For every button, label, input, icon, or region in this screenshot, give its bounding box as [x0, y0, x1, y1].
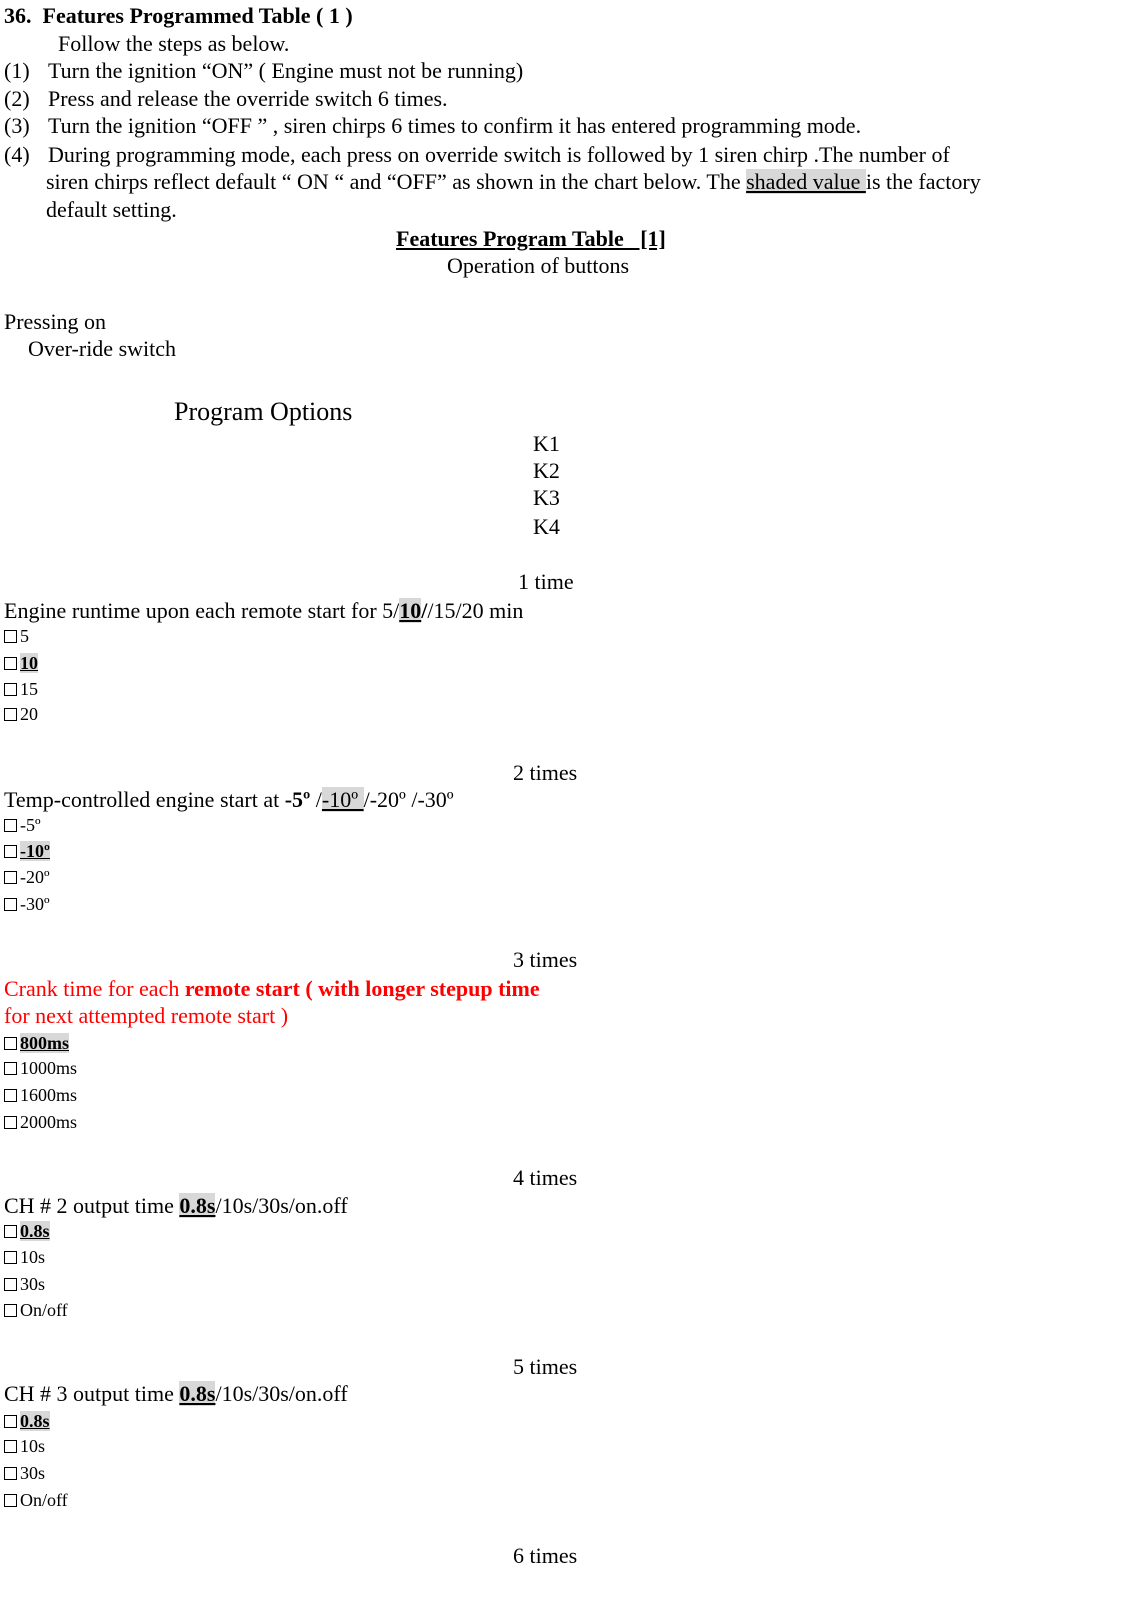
option-checkbox[interactable] [4, 1489, 68, 1511]
checkbox-icon[interactable] [4, 1116, 17, 1129]
option-label-default: 0.8s [20, 1411, 50, 1431]
option-label-default: 0.8s [20, 1221, 50, 1241]
option-description [4, 1380, 348, 1408]
step-number: (4) [4, 142, 30, 167]
checkbox-icon[interactable] [4, 1278, 17, 1291]
step-2 [4, 85, 448, 113]
option-label: -20º [20, 867, 50, 887]
option-checkbox[interactable] [4, 1032, 69, 1054]
option-label: 30s [20, 1463, 46, 1483]
intro-text: Follow the steps as below. [58, 31, 290, 56]
option-label: 1000ms [20, 1058, 78, 1078]
default-value: -10º [321, 787, 364, 812]
option-checkbox[interactable] [4, 1299, 68, 1321]
checkbox-icon[interactable] [4, 845, 17, 858]
step-4-line-3: default setting. [46, 197, 177, 222]
option-label: -5º [20, 815, 41, 835]
shaded-value-sample: shaded value [746, 169, 866, 194]
button-k1-header: K1 [533, 431, 560, 456]
checkbox-icon[interactable] [4, 1304, 17, 1317]
checkbox-icon[interactable] [4, 898, 17, 911]
option-checkbox[interactable] [4, 1057, 77, 1079]
default-value: 0.8s [179, 1381, 216, 1406]
option-description [4, 1192, 348, 1220]
description-text: /-20º /-30º [363, 787, 454, 812]
checkbox-icon[interactable] [4, 657, 17, 670]
option-label: 5 [20, 626, 29, 646]
step-4-line-2 [46, 168, 981, 196]
option-label-default: 800ms [20, 1033, 69, 1053]
table-subtitle: Operation of buttons [447, 253, 630, 278]
button-k3-header: K3 [533, 485, 560, 510]
press-count: 3 times [513, 947, 578, 972]
button-k2-header: K2 [533, 458, 560, 483]
step-text: Turn the ignition “ON” ( Engine must not be running) [48, 58, 524, 83]
checkbox-icon[interactable] [4, 1467, 17, 1480]
description-bold: remote start ( with longer stepup time [184, 976, 540, 1001]
checkbox-icon[interactable] [4, 1037, 17, 1050]
option-label: 20 [20, 704, 38, 724]
option-checkbox[interactable] [4, 1410, 50, 1432]
description-bold: -5º [284, 787, 311, 812]
option-label-default: -10º [20, 841, 50, 861]
option-checkbox[interactable] [4, 814, 41, 836]
description-text: /10s/30s/on.off [215, 1381, 348, 1406]
step-text: is the factory [865, 169, 981, 194]
checkbox-icon[interactable] [4, 1225, 17, 1238]
checkbox-icon[interactable] [4, 1251, 17, 1264]
description-text: Temp-controlled engine start at [4, 787, 285, 812]
checkbox-icon[interactable] [4, 1089, 17, 1102]
program-options-header: Program Options [174, 397, 353, 426]
default-value: 10 [399, 598, 422, 623]
description-text: CH # 3 output time [4, 1381, 180, 1406]
column-header-override-switch: Over-ride switch [28, 336, 177, 361]
option-description [4, 786, 454, 814]
option-checkbox[interactable] [4, 703, 38, 725]
checkbox-icon[interactable] [4, 683, 17, 696]
option-label: 15 [20, 679, 38, 699]
option-checkbox[interactable] [4, 1435, 45, 1457]
step-4 [4, 141, 950, 169]
press-count: 2 times [513, 760, 578, 785]
option-checkbox[interactable] [4, 1246, 45, 1268]
checkbox-icon[interactable] [4, 819, 17, 832]
section-title: Features Programmed Table ( 1 ) [42, 3, 353, 28]
description-text: / [310, 787, 322, 812]
checkbox-icon[interactable] [4, 1062, 17, 1075]
option-checkbox[interactable] [4, 678, 38, 700]
default-value: 0.8s [179, 1193, 216, 1218]
option-checkbox[interactable] [4, 1462, 45, 1484]
section-heading [4, 2, 353, 30]
step-3 [4, 112, 861, 140]
step-text: siren chirps reflect default “ ON “ and “OFF” as shown in the chart below. The [46, 169, 747, 194]
option-checkbox[interactable] [4, 893, 50, 915]
option-checkbox[interactable] [4, 1273, 45, 1295]
option-label: 10s [20, 1247, 46, 1267]
option-label: 10s [20, 1436, 46, 1456]
option-label: -30º [20, 894, 50, 914]
button-k4-header: K4 [533, 514, 560, 539]
description-text: /15/20 min [427, 598, 524, 623]
description-text: Engine runtime upon each remote start for 5/ [4, 598, 400, 623]
checkbox-icon[interactable] [4, 871, 17, 884]
checkbox-icon[interactable] [4, 1440, 17, 1453]
step-number: (3) [4, 113, 30, 138]
option-description [4, 975, 540, 1003]
step-text: Turn the ignition “OFF ” , siren chirps 6 times to confirm it has entered programming mode. [48, 113, 862, 138]
checkbox-icon[interactable] [4, 1494, 17, 1507]
option-checkbox[interactable] [4, 1111, 77, 1133]
option-label: 2000ms [20, 1112, 78, 1132]
description-text: CH # 2 output time [4, 1193, 180, 1218]
step-text: Press and release the override switch 6 times. [48, 86, 448, 111]
option-checkbox[interactable] [4, 840, 50, 862]
step-1 [4, 57, 523, 85]
press-count: 6 times [513, 1543, 578, 1568]
press-count: 1 time [518, 569, 574, 594]
option-checkbox[interactable] [4, 866, 50, 888]
press-count: 4 times [513, 1165, 578, 1190]
option-checkbox[interactable] [4, 652, 38, 674]
table-title: Features Program Table [1] [396, 226, 666, 251]
option-label: 30s [20, 1274, 46, 1294]
option-checkbox[interactable] [4, 1084, 77, 1106]
step-number: (2) [4, 86, 30, 111]
option-checkbox[interactable] [4, 1220, 50, 1242]
step-number: (1) [4, 58, 30, 83]
option-label: On/off [20, 1300, 68, 1320]
column-header-pressing: Pressing on [4, 309, 107, 334]
option-label: On/off [20, 1490, 68, 1510]
checkbox-icon[interactable] [4, 708, 17, 721]
option-description-line-2: for next attempted remote start ) [4, 1003, 289, 1028]
option-label-default: 10 [20, 653, 38, 673]
option-label: 1600ms [20, 1085, 78, 1105]
press-count: 5 times [513, 1354, 578, 1379]
option-checkbox[interactable] [4, 625, 29, 647]
description-text: /10s/30s/on.off [215, 1193, 348, 1218]
section-number: 36. [4, 3, 32, 28]
checkbox-icon[interactable] [4, 1415, 17, 1428]
step-text: During programming mode, each press on override switch is followed by 1 siren chirp .The number of [48, 142, 950, 167]
description-text: Crank time for each [4, 976, 185, 1001]
checkbox-icon[interactable] [4, 630, 17, 643]
option-description: Engine runtime upon each remote start for 5/10//15/20 min [4, 598, 524, 623]
